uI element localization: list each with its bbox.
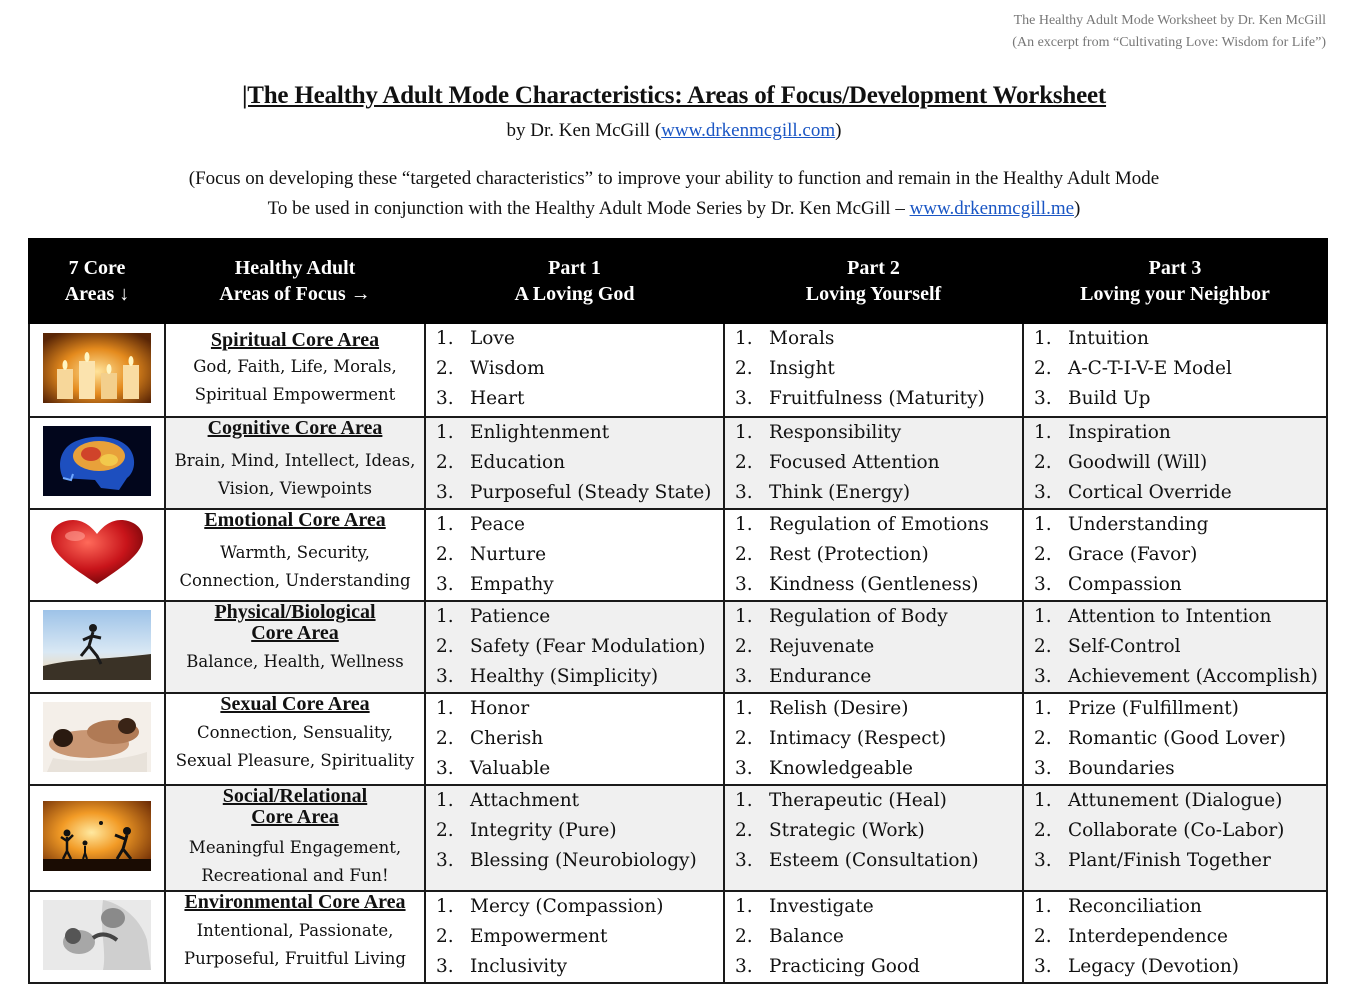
- header-part-3: Part 3 Loving your Neighbor: [1023, 239, 1327, 323]
- list-item: 3. Blessing (Neurobiology): [436, 850, 697, 871]
- table-row-social: [29, 785, 1327, 891]
- list-item: 1. Morals: [735, 328, 835, 349]
- list-item: 1. Intuition: [1034, 328, 1149, 349]
- part3-list: [1024, 602, 1326, 692]
- area-name: Social/Relational Core Area: [222, 785, 368, 828]
- list-item: 1. Regulation of Body: [735, 606, 948, 627]
- list-item: 3. Cortical Override: [1034, 482, 1232, 503]
- header-areas-of-focus: Healthy Adult Areas of Focus →: [165, 239, 425, 323]
- list-item: 3. Empathy: [436, 574, 554, 595]
- list-item: 2. Wisdom: [436, 358, 545, 379]
- list-item: 2. Safety (Fear Modulation): [436, 636, 706, 657]
- list-item: 1. Reconciliation: [1034, 896, 1202, 917]
- list-item: 1. Understanding: [1034, 514, 1209, 535]
- list-item: 3. Kindness (Gentleness): [735, 574, 979, 595]
- header-part-2: Part 2 Loving Yourself: [724, 239, 1023, 323]
- part2-list: [725, 324, 1022, 414]
- intro-line-2: [0, 194, 1348, 224]
- series-link[interactable]: www.drkenmcgill.me: [909, 198, 1075, 219]
- brain-image: [43, 426, 151, 496]
- list-item: 2. Grace (Favor): [1034, 544, 1198, 565]
- part1-list: [426, 892, 723, 982]
- area-name: Cognitive Core Area: [207, 417, 383, 439]
- part1-list: [426, 694, 723, 784]
- table-header-row: [29, 239, 1327, 323]
- list-item: 3. Heart: [436, 388, 525, 409]
- list-item: 2. Romantic (Good Lover): [1034, 728, 1287, 749]
- part3-list: [1024, 892, 1326, 982]
- part1-list: [426, 418, 723, 508]
- list-item: 1. Attention to Intention: [1034, 606, 1272, 627]
- area-description: Balance, Health, Wellness: [186, 652, 404, 671]
- table-row-physical: [29, 601, 1327, 693]
- part3-list: [1024, 418, 1326, 508]
- part2-list: [725, 694, 1022, 784]
- couple-image: [43, 702, 151, 772]
- part2-list: [725, 892, 1022, 982]
- part3-list: [1024, 510, 1326, 600]
- byline-suffix: ): [835, 120, 842, 141]
- caregiver-image: [43, 900, 151, 970]
- list-item: 1. Peace: [436, 514, 525, 535]
- list-item: 2. Integrity (Pure): [436, 820, 617, 841]
- list-item: 1. Honor: [436, 698, 530, 719]
- area-name: Emotional Core Area: [204, 509, 386, 531]
- list-item: 3. Think (Energy): [735, 482, 911, 503]
- byline: [0, 120, 1348, 142]
- list-item: 1. Investigate: [735, 896, 874, 917]
- table-row-cognitive: [29, 417, 1327, 509]
- list-item: 3. Achievement (Accomplish): [1034, 666, 1318, 687]
- list-item: 1. Inspiration: [1034, 422, 1171, 443]
- part3-list: [1024, 786, 1326, 876]
- area-name: Physical/Biological Core Area: [214, 601, 376, 644]
- list-item: 3. Practicing Good: [735, 956, 920, 977]
- area-name: Sexual Core Area: [220, 693, 370, 715]
- list-item: 2. Rejuvenate: [735, 636, 875, 657]
- list-item: 3. Knowledgeable: [735, 758, 913, 779]
- list-item: 1. Patience: [436, 606, 551, 627]
- table-row-spiritual: [29, 323, 1327, 417]
- list-item: 3. Inclusivity: [436, 956, 568, 977]
- intro-line-1: (Focus on developing these “targeted characteristics” to improve your ability to function and remain in the Healthy Adult Mode: [188, 168, 1160, 189]
- list-item: 3. Fruitfulness (Maturity): [735, 388, 985, 409]
- list-item: 2. A-C-T-I-V-E Model: [1034, 358, 1232, 379]
- list-item: 2. Strategic (Work): [735, 820, 925, 841]
- list-item: 2. Intimacy (Respect): [735, 728, 947, 749]
- header-core-areas: 7 Core Areas ↓: [29, 239, 165, 323]
- list-item: 1. Enlightenment: [436, 422, 610, 443]
- header-part-1: Part 1 A Loving God: [425, 239, 724, 323]
- table-row-emotional: [29, 509, 1327, 601]
- list-item: 2. Rest (Protection): [735, 544, 929, 565]
- area-description: God, Faith, Life, Morals, Spiritual Empowerment: [193, 357, 397, 404]
- list-item: 2. Insight: [735, 358, 835, 379]
- list-item: 2. Self-Control: [1034, 636, 1181, 657]
- list-item: 3. Plant/Finish Together: [1034, 850, 1271, 871]
- list-item: 3. Endurance: [735, 666, 872, 687]
- list-item: 3. Healthy (Simplicity): [436, 666, 659, 687]
- document-header-note: [1012, 10, 1326, 54]
- part3-list: [1024, 694, 1326, 784]
- byline-prefix: by Dr. Ken McGill (: [506, 120, 662, 141]
- part1-list: [426, 510, 723, 600]
- list-item: 2. Education: [436, 452, 566, 473]
- list-item: 1. Attunement (Dialogue): [1034, 790, 1283, 811]
- intro-text: [0, 164, 1348, 224]
- area-name: Spiritual Core Area: [210, 329, 380, 351]
- list-item: 3. Esteem (Consultation): [735, 850, 979, 871]
- list-item: 3. Compassion: [1034, 574, 1182, 595]
- part2-list: [725, 786, 1022, 876]
- list-item: 3. Purposeful (Steady State): [436, 482, 712, 503]
- list-item: 1. Attachment: [436, 790, 580, 811]
- worksheet-table: [28, 238, 1328, 984]
- area-description: Connection, Sensuality, Sexual Pleasure, Spirituality: [175, 723, 415, 770]
- list-item: 1. Prize (Fulfillment): [1034, 698, 1239, 719]
- part2-list: [725, 418, 1022, 508]
- area-name: Environmental Core Area: [184, 891, 406, 913]
- list-item: 1. Therapeutic (Heal): [735, 790, 947, 811]
- part1-list: [426, 324, 723, 414]
- area-description: Brain, Mind, Intellect, Ideas, Vision, Viewpoints: [174, 451, 416, 498]
- intro-line-2-prefix: To be used in conjunction with the Healthy Adult Mode Series by Dr. Ken McGill –: [267, 198, 910, 219]
- list-item: 2. Cherish: [436, 728, 544, 749]
- table-row-sexual: [29, 693, 1327, 785]
- table-row-environmental: [29, 891, 1327, 983]
- list-item: 3. Build Up: [1034, 388, 1151, 409]
- area-description: Warmth, Security, Connection, Understanding: [179, 543, 411, 590]
- list-item: 1. Love: [436, 328, 515, 349]
- list-item: 3. Valuable: [436, 758, 551, 779]
- list-item: 1. Mercy (Compassion): [436, 896, 664, 917]
- list-item: 2. Collaborate (Co-Labor): [1034, 820, 1285, 841]
- part1-list: [426, 602, 723, 692]
- part2-list: [725, 602, 1022, 692]
- heart-image: [43, 518, 151, 588]
- list-item: 3. Boundaries: [1034, 758, 1175, 779]
- part3-list: [1024, 324, 1326, 414]
- list-item: 2. Balance: [735, 926, 844, 947]
- list-item: 3. Legacy (Devotion): [1034, 956, 1240, 977]
- website-link[interactable]: www.drkenmcgill.com: [661, 120, 836, 141]
- intro-line-2-suffix: ): [1074, 198, 1081, 219]
- list-item: 2. Interdependence: [1034, 926, 1228, 947]
- list-item: 1. Responsibility: [735, 422, 902, 443]
- area-description: Meaningful Engagement, Recreational and Fun!: [188, 838, 402, 885]
- runner-image: [43, 610, 151, 680]
- page-title: |The Healthy Adult Mode Characteristics: Areas of Focus/Development Worksheet: [241, 82, 1107, 109]
- list-item: 1. Relish (Desire): [735, 698, 909, 719]
- family-sunset-image: [43, 801, 151, 871]
- header-note-line2: (An excerpt from “Cultivating Love: Wisdom for Life”): [1012, 35, 1326, 50]
- part1-list: [426, 786, 723, 876]
- list-item: 2. Nurture: [436, 544, 547, 565]
- list-item: 2. Goodwill (Will): [1034, 452, 1208, 473]
- header-note-line1: The Healthy Adult Mode Worksheet by Dr. Ken McGill: [1013, 13, 1326, 28]
- list-item: 1. Regulation of Emotions: [735, 514, 989, 535]
- candles-image: [43, 333, 151, 403]
- list-item: 2. Focused Attention: [735, 452, 940, 473]
- part2-list: [725, 510, 1022, 600]
- list-item: 2. Empowerment: [436, 926, 608, 947]
- area-description: Intentional, Passionate, Purposeful, Fruitful Living: [184, 921, 406, 968]
